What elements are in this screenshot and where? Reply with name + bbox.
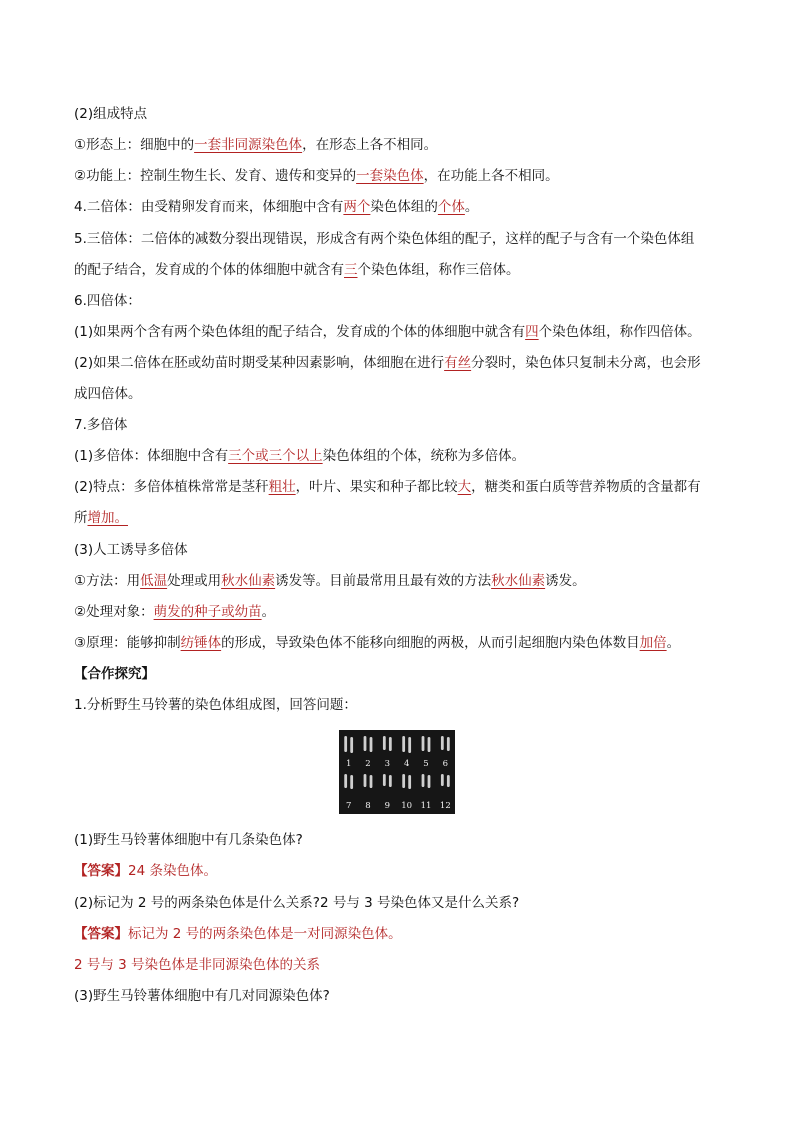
chromosome-pair-11	[422, 774, 431, 788]
question-intro: 1.分析野生马铃薯的染色体组成图，回答问题：	[74, 697, 357, 713]
section-heading-composition: (2)组成特点	[74, 106, 148, 122]
chromosome-7a	[344, 774, 347, 788]
question-1: (1)野生马铃薯体细胞中有几条染色体?	[74, 832, 303, 848]
karyotype-label-2: 2	[365, 759, 371, 769]
chromosome-9b	[389, 775, 392, 787]
chromosome-pair-9	[383, 774, 392, 787]
chromosome-5a	[422, 736, 425, 751]
chromosome-3b	[389, 737, 392, 751]
section-heading-cooperative-inquiry: 【合作探究】	[74, 666, 155, 682]
karyotype-label-8: 8	[365, 801, 371, 811]
section-heading-polyploid: 7.多倍体	[74, 417, 128, 433]
chromosome-3a	[383, 736, 386, 750]
chromosome-pair-7	[344, 774, 353, 789]
answer-tag: 【答案】	[74, 926, 128, 942]
chromosome-10a	[402, 774, 405, 788]
karyotype-label-4: 4	[403, 759, 410, 769]
chromosome-6b	[447, 737, 450, 751]
chromosome-pair-12	[441, 774, 450, 787]
chromosome-pair-2	[364, 736, 373, 752]
chromosome-pair-5	[422, 736, 431, 752]
chromosome-1b	[350, 737, 353, 753]
chromosome-2b	[370, 737, 373, 752]
text-polyploid-def: (1)多倍体：体细胞中含有三个或三个以上染色体组的个体，统称为多倍体。	[74, 448, 526, 464]
chromosome-pair-3	[383, 736, 392, 751]
question-2: (2)标记为 2 号的两条染色体是什么关系?2 号与 3 号染色体又是什么关系?	[74, 895, 520, 911]
chromosome-5b	[428, 737, 431, 752]
chromosome-pair-8	[364, 774, 373, 788]
karyotype-svg	[339, 730, 455, 814]
karyotype-label-5: 5	[423, 759, 429, 769]
chromosome-pair-6	[441, 736, 450, 751]
chromosome-8b	[370, 775, 373, 788]
chromosome-4a	[402, 736, 405, 752]
karyotype-label-6: 6	[442, 759, 449, 769]
karyotype-label-12: 12	[439, 801, 451, 811]
section-heading-tetraploid: 6.四倍体：	[74, 293, 141, 309]
chromosome-pair-10	[402, 774, 411, 789]
karyotype-label-10: 10	[401, 801, 413, 811]
text-morphology: ①形态上：细胞中的一套非同源染色体，在形态上各不相同。	[74, 137, 438, 153]
chromosome-11b	[428, 775, 431, 788]
chromosome-2a	[364, 736, 367, 751]
karyotype-image	[339, 730, 455, 814]
chromosome-11a	[422, 774, 425, 787]
chromosome-pair-1	[344, 736, 353, 753]
section-heading-induction: (3)人工诱导多倍体	[74, 542, 188, 558]
karyotype-label-3: 3	[384, 759, 391, 769]
chromosome-pair-4	[402, 736, 411, 753]
text-triploid-cont: 的配子结合，发育成的个体的体细胞中就含有三个染色体组，称作三倍体。	[74, 262, 520, 278]
text-tetraploid-2: (2)如果二倍体在胚或幼苗时期受某种因素影响，体细胞在进行有丝分裂时，染色体只复制未分离，也会形	[74, 355, 701, 371]
chromosome-12b	[447, 775, 450, 787]
text-principle: ③原理：能够抑制纺锤体的形成，导致染色体不能移向细胞的两极，从而引起细胞内染色体数目加倍。	[74, 635, 681, 651]
karyotype-label-7: 7	[345, 801, 352, 811]
chromosome-4b	[408, 737, 411, 753]
text-diploid: 4.二倍体：由受精卵发育而来，体细胞中含有两个染色体组的个体。	[74, 199, 479, 215]
question-3: (3)野生马铃薯体细胞中有几对同源染色体?	[74, 988, 330, 1004]
karyotype-label-11: 11	[420, 801, 432, 811]
text-triploid: 5.三倍体：二倍体的减数分裂出现错误，形成含有两个染色体组的配子，这样的配子与含有一个染色体组	[74, 231, 695, 247]
chromosome-10b	[408, 775, 411, 789]
text-function: ②功能上：控制生物生长、发育、遗传和变异的一套染色体，在功能上各不相同。	[74, 168, 559, 184]
karyotype-label-1: 1	[345, 759, 352, 769]
chromosome-1a	[344, 736, 347, 752]
answer-tag: 【答案】	[74, 863, 128, 879]
chromosome-6a	[441, 736, 444, 750]
text-method: ①方法：用低温处理或用秋水仙素诱发等。目前最常用且最有效的方法秋水仙素诱发。	[74, 573, 586, 589]
chromosome-7b	[350, 775, 353, 789]
text-target: ②处理对象：萌发的种子或幼苗。	[74, 604, 276, 620]
chromosome-8a	[364, 774, 367, 787]
karyotype-label-9: 9	[384, 801, 391, 811]
answer-1: 【答案】24 条染色体。	[74, 863, 217, 879]
answer-2-cont: 2 号与 3 号染色体是非同源染色体的关系	[74, 957, 321, 973]
text-polyploid-traits-cont: 所增加。	[74, 510, 128, 526]
text-tetraploid-1: (1)如果两个含有两个染色体组的配子结合，发育成的个体的体细胞中就含有四个染色体组，称作四倍体。	[74, 324, 701, 340]
answer-2: 【答案】标记为 2 号的两条染色体是一对同源染色体。	[74, 926, 402, 942]
text-tetraploid-2-cont: 成四倍体。	[74, 386, 142, 402]
chromosome-9a	[383, 774, 386, 786]
chromosome-12a	[441, 774, 444, 786]
text-polyploid-traits: (2)特点：多倍体植株常常是茎秆粗壮，叶片、果实和种子都比较大，糖类和蛋白质等营养物质的含量都有	[74, 479, 701, 495]
